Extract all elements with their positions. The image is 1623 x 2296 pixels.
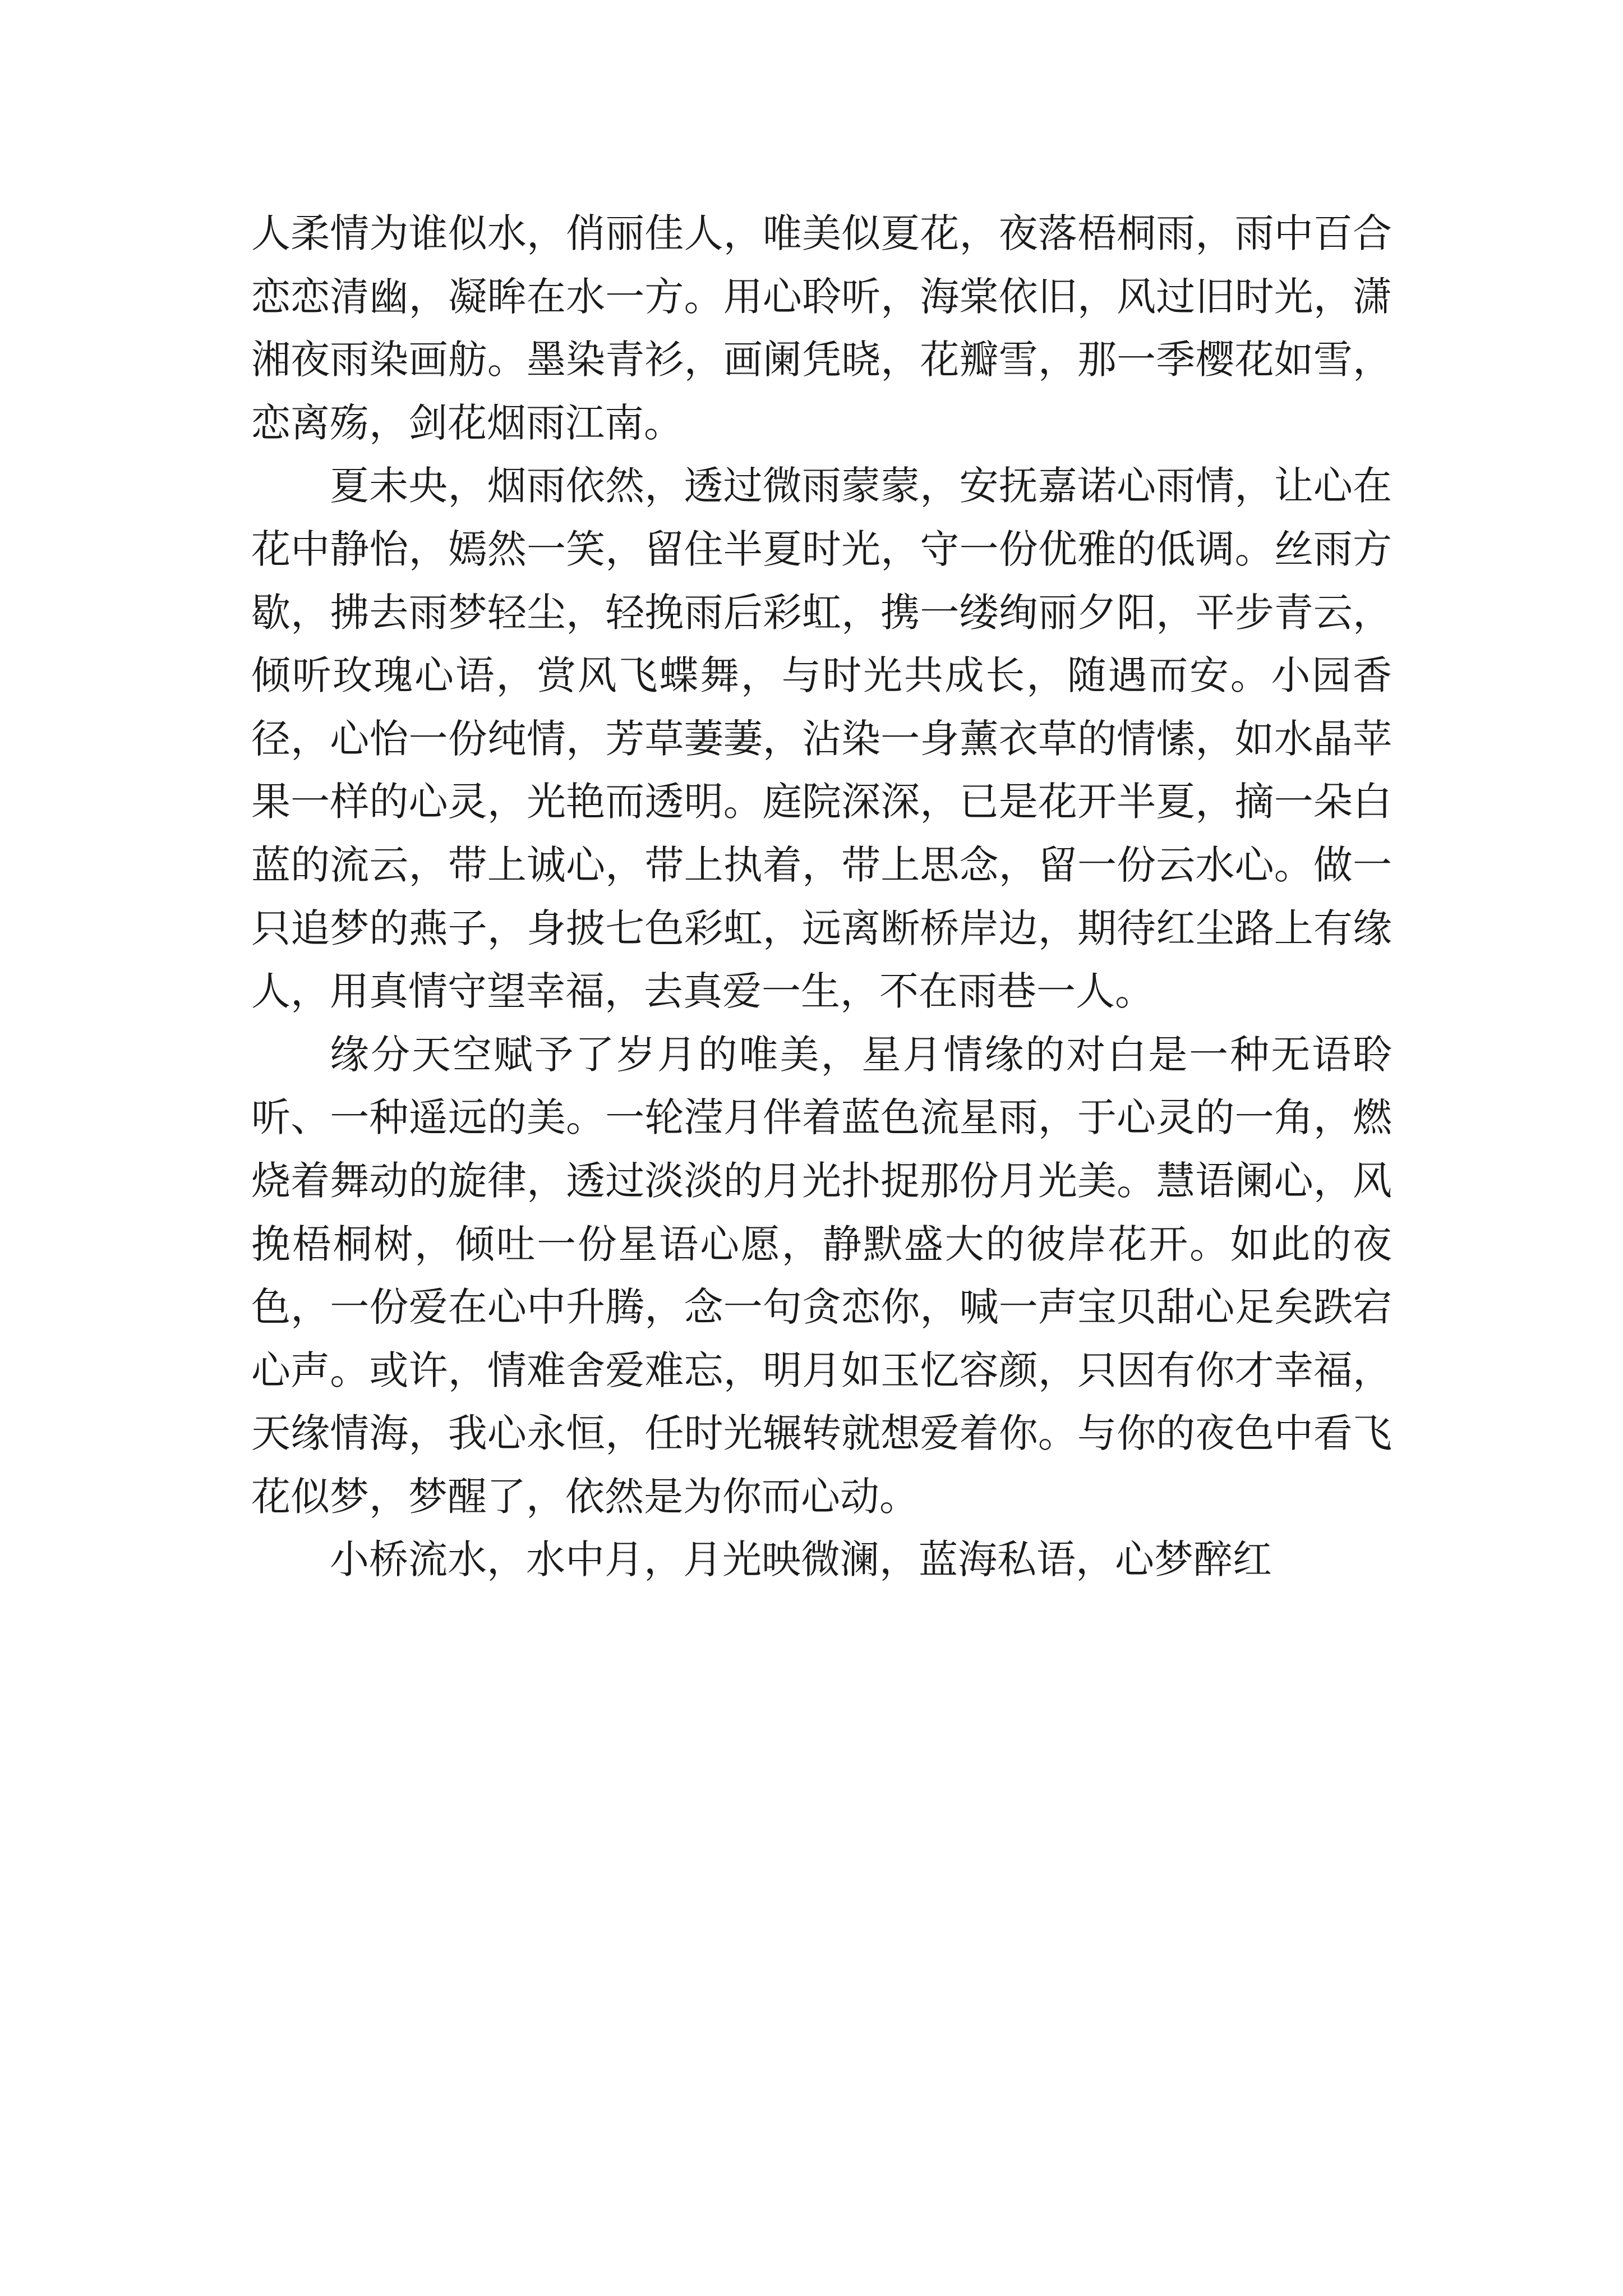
paragraph: 缘分天空赋予了岁月的唯美，星月情缘的对白是一种无语聆听、一种遥远的美。一轮滢月伴着蓝色流星雨，于心灵的一角，燃烧着舞动的旋律，透过淡淡的月光扑捉那份月光美。慧语阑心，风挽梧桐树，倾吐一份星语心愿，静默盛大的彼岸花开。如此的夜色，一份爱在心中升腾，念一句贪恋你，喊一声宝贝甜心足矣跌宕心声。或许，情难舍爱难忘，明月如玉忆容颜，只因有你才幸福，天缘情海，我心永恒，任时光辗转就想爱着你。与你的夜色中看飞花似梦，梦醒了，依然是为你而心动。 xyxy=(251,1031,1392,1520)
document-body xyxy=(251,202,1392,1591)
paragraph: 人柔情为谁似水，俏丽佳人，唯美似夏花，夜落梧桐雨，雨中百合恋恋清幽，凝眸在水一方。用心聆听，海棠依旧，风过旧时光，潇湘夜雨染画舫。墨染青衫，画阑凭晓，花瓣雪，那一季樱花如雪，恋离殇，剑花烟雨江南。 xyxy=(251,210,1392,446)
paragraph: 夏未央，烟雨依然，透过微雨蒙蒙，安抚嘉诺心雨情，让心在花中静怡，嫣然一笑，留住半夏时光，守一份优雅的低调。丝雨方歇，拂去雨梦轻尘，轻挽雨后彩虹，携一缕绚丽夕阳，平步青云，倾听玫瑰心语，赏风飞蝶舞，与时光共成长，随遇而安。小园香径，心怡一份纯情，芳草萋萋，沾染一身薰衣草的情愫，如水晶苹果一样的心灵，光艳而透明。庭院深深，已是花开半夏，摘一朵白蓝的流云，带上诚心，带上执着，带上思念，留一份云水心。做一只追梦的燕子，身披七色彩虹，远离断桥岸边，期待红尘路上有缘人，用真情守望幸福，去真爱一生，不在雨巷一人。 xyxy=(251,463,1392,1015)
paragraph: 小桥流水，水中月，月光映微澜，蓝海私语，心梦醉红 xyxy=(330,1536,1272,1583)
